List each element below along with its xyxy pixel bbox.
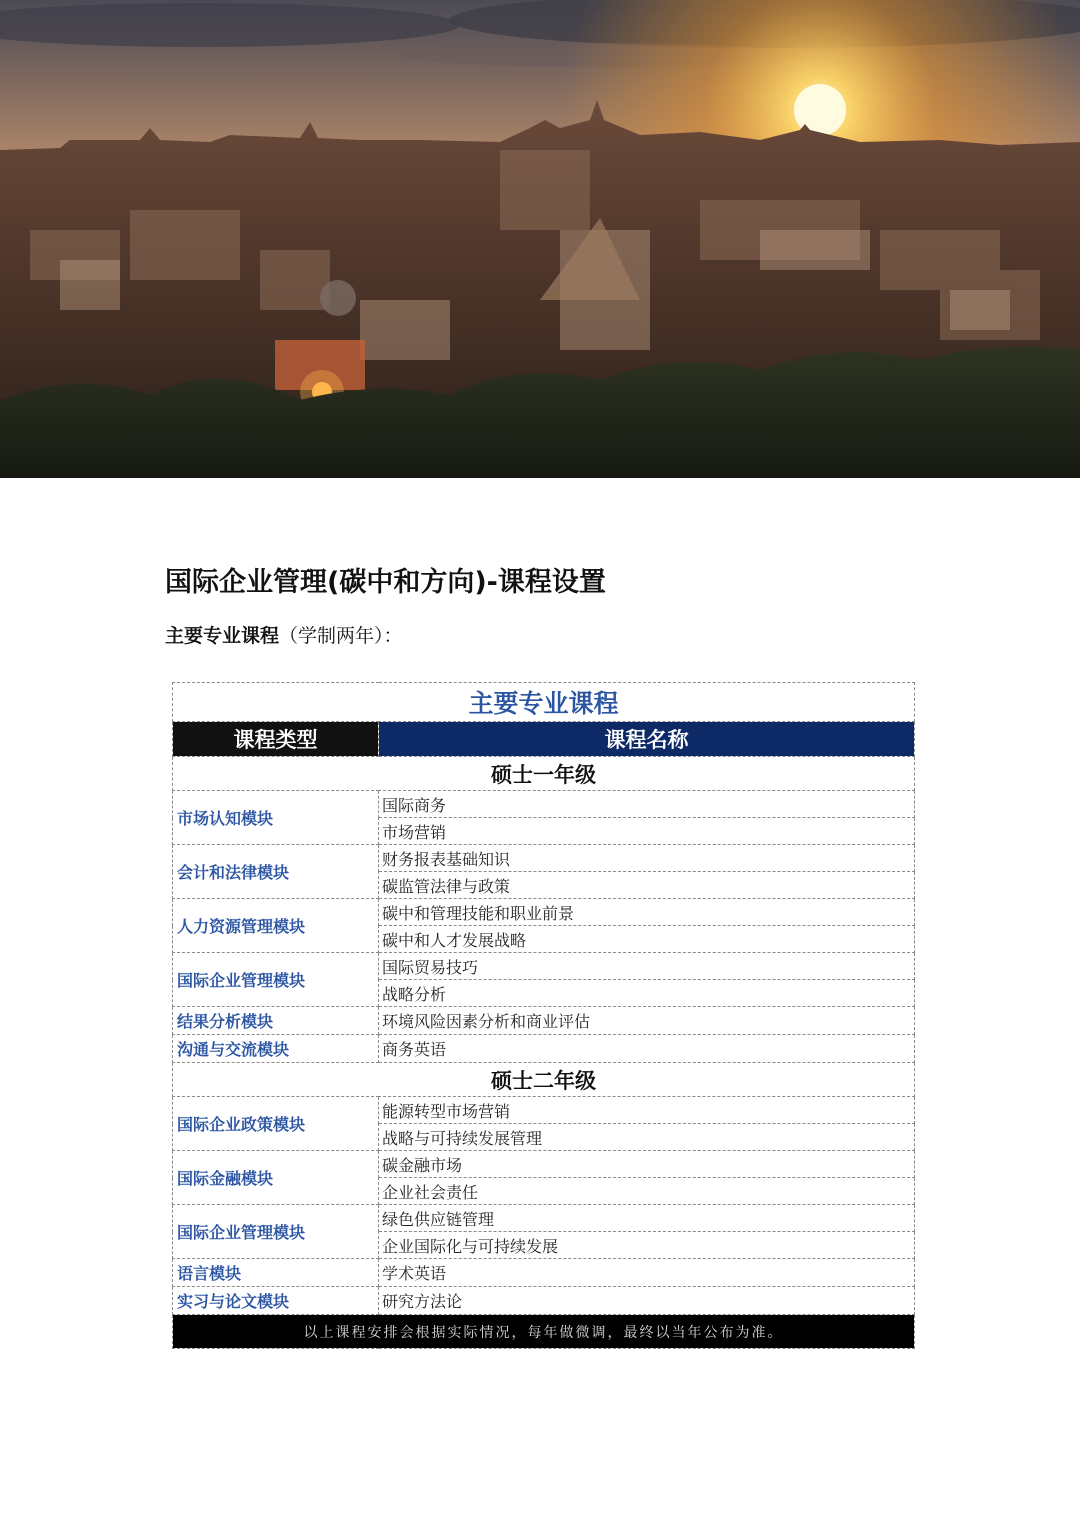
course-name: 能源转型市场营销 [379, 1097, 915, 1124]
table-row [173, 845, 915, 872]
module-name: 语言模块 [173, 1259, 379, 1287]
table-row [173, 1007, 915, 1035]
table-header-row [173, 722, 915, 757]
page-subtitle [165, 621, 403, 648]
course-name: 企业国际化与可持续发展 [379, 1232, 915, 1259]
module-name: 人力资源管理模块 [173, 899, 379, 953]
course-name: 市场营销 [379, 818, 915, 845]
col-header-type: 课程类型 [173, 722, 379, 757]
module-name: 市场认知模块 [173, 791, 379, 845]
year-label: 硕士二年级 [173, 1063, 915, 1097]
table-caption-row [173, 683, 915, 722]
year-row [173, 757, 915, 791]
table-row [173, 1259, 915, 1287]
course-name: 碳监管法律与政策 [379, 872, 915, 899]
course-name: 碳金融市场 [379, 1151, 915, 1178]
course-name: 碳中和人才发展战略 [379, 926, 915, 953]
table-row [173, 1287, 915, 1315]
page-title: 国际企业管理(碳中和方向)-课程设置 [165, 567, 606, 598]
footer-row [173, 1315, 915, 1349]
course-name: 财务报表基础知识 [379, 845, 915, 872]
module-name: 实习与论文模块 [173, 1287, 379, 1315]
course-name: 国际商务 [379, 791, 915, 818]
subtitle-bold: 主要专业课程 [165, 625, 280, 647]
col-header-name: 课程名称 [379, 722, 915, 757]
course-name: 环境风险因素分析和商业评估 [379, 1007, 915, 1035]
course-name: 国际贸易技巧 [379, 953, 915, 980]
course-name: 绿色供应链管理 [379, 1205, 915, 1232]
course-name: 碳中和管理技能和职业前景 [379, 899, 915, 926]
module-name: 会计和法律模块 [173, 845, 379, 899]
table-row [173, 1205, 915, 1232]
table-row [173, 1035, 915, 1063]
module-name: 国际金融模块 [173, 1151, 379, 1205]
table-footnote: 以上课程安排会根据实际情况，每年做微调，最终以当年公布为准。 [173, 1315, 915, 1349]
table-caption: 主要专业课程 [173, 683, 915, 722]
sunset-city-image [0, 0, 1080, 478]
course-name: 企业社会责任 [379, 1178, 915, 1205]
course-name: 学术英语 [379, 1259, 915, 1287]
module-name: 国际企业管理模块 [173, 953, 379, 1007]
course-name: 研究方法论 [379, 1287, 915, 1315]
table-row [173, 1097, 915, 1124]
course-name: 战略与可持续发展管理 [379, 1124, 915, 1151]
hero-cityscape-photo [0, 0, 1080, 478]
table-row [173, 899, 915, 926]
course-name: 商务英语 [379, 1035, 915, 1063]
table-row [173, 791, 915, 818]
course-table [172, 682, 915, 1349]
subtitle-rest: （学制两年）： [279, 625, 403, 647]
year-row [173, 1063, 915, 1097]
module-name: 结果分析模块 [173, 1007, 379, 1035]
module-name: 国际企业政策模块 [173, 1097, 379, 1151]
table-row [173, 953, 915, 980]
year-label: 硕士一年级 [173, 757, 915, 791]
module-name: 沟通与交流模块 [173, 1035, 379, 1063]
course-name: 战略分析 [379, 980, 915, 1007]
module-name: 国际企业管理模块 [173, 1205, 379, 1259]
table-row [173, 1151, 915, 1178]
